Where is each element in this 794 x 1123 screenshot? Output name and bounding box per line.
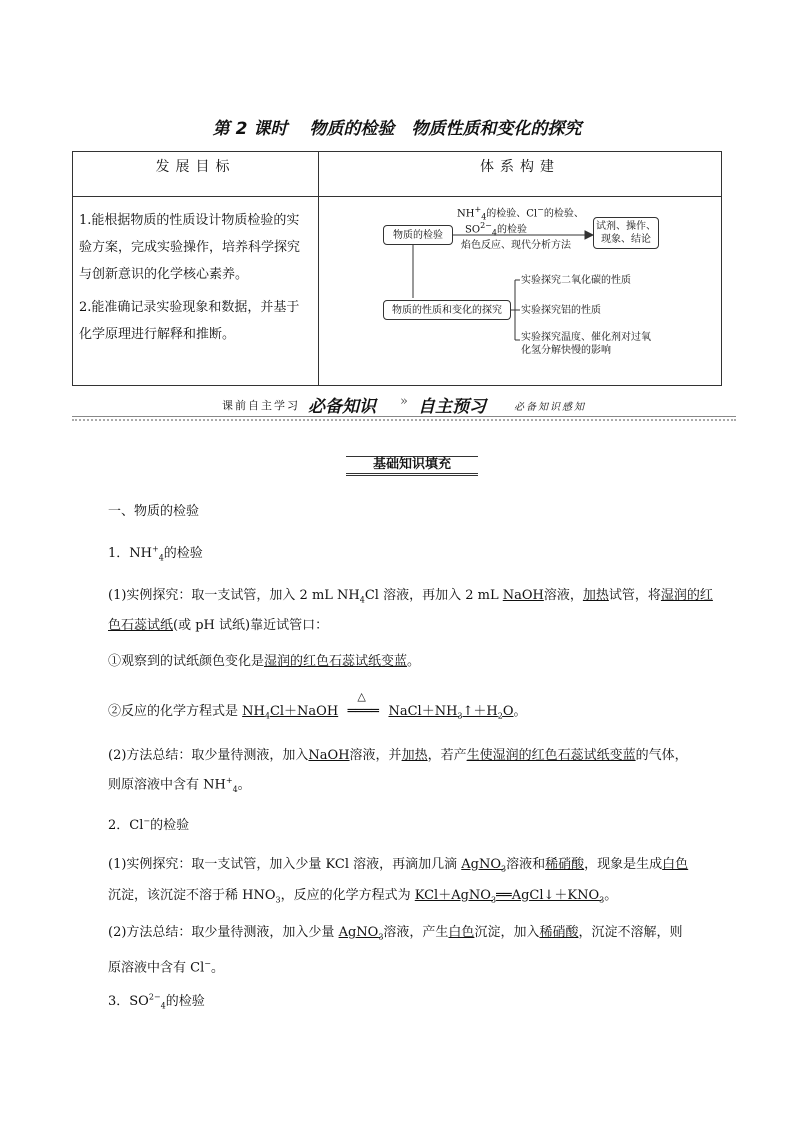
paragraph-equation-nh4: ②反应的化学方程式是 $NH_4Cl+NaOH$ △ ════ $NaCl+NH_3↑+H_2O$。 [108,690,527,721]
experiment-h2o2: 实验探究温度、催化剂对过氧化氢分解快慢的影响 [521,332,651,356]
paragraph-cl-experiment: (1)实例探究：取一支试管，加入少量 KCl 溶液，再滴加几滴 AgNO$_3$溶液和稀硝酸，现象是生成白色 沉淀，该沉淀不溶于稀 $HNO_3$，反应的化学方程式为 $KCl+AgNO_3══AgCl↓+KNO_3$。 [108,857,689,905]
heading-detection: 一、物质的检验 [108,504,200,519]
goals-header: 发展目标 [73,152,319,197]
label-so4: $SO^{2-}_4$的检验 [465,221,527,238]
paragraph-cl-method: (2)方法总结：取少量待测液，加入少量 AgNO$_3$溶液，产生白色沉淀，加入稀硝酸，沉淀不溶解，则 原溶液中含有 Cl−。 [108,925,683,975]
concept-diagram [319,197,721,385]
experiment-co2: 实验探究二氧化碳的性质 [521,275,631,286]
node-explore: 物质的性质和变化的探究 [383,300,511,320]
banner-left: 课前自主学习 [222,399,300,412]
label-nh4: $NH^+_4$的检验、Cl−的检验、 [457,205,584,222]
banner-separator-icon: » [400,394,408,409]
heading-so4: 3．$SO^{2-}_4$的检验 [108,992,205,1011]
experiment-aluminum: 实验探究铝的性质 [521,305,601,316]
lesson-topic: 物质的检验 物质性质和变化的探究 [309,119,582,139]
section-title: 基础知识填充 [346,456,478,476]
heat-equals-icon: △ ════ [347,690,379,719]
framework-header: 体系构建 [319,152,722,197]
paragraph-nh4-method: (2)方法总结：取少量待测液，加入NaOH溶液，并加热，若产生使湿润的红色石蕊试纸变蓝的气体， 则原溶液中含有 $NH^+_4$。 [108,748,688,794]
banner-main-2: 自主预习 [418,397,486,417]
lesson-number: 第 2 课时 [212,119,288,139]
banner-main-1: 必备知识 [308,397,376,417]
section-banner [72,392,736,416]
goal-list [73,197,318,348]
node-detect: 物质的检验 [383,225,453,245]
heading-cl: 2．Cl−的检验 [108,816,190,833]
label-flame: 焰色反应、现代分析方法 [461,240,571,251]
goals-table [72,151,722,386]
paragraph-color-change: ①观察到的试纸颜色变化是湿润的红色石蕊试纸变蓝。 [108,654,421,669]
node-result: 试剂、操作、现象、结论 [593,217,659,249]
goal-item: 2.能准确记录实验现象和数据，并基于化学原理进行解释和推断。 [79,300,300,342]
banner-right: 必备知识感知 [514,402,586,413]
page-title [0,114,794,139]
paragraph-nh4-experiment: (1)实例探究：取一支试管，加入 2 mL $NH_4Cl$ 溶液，再加入 2 mL NaOH溶液，加热试管，将湿润的红 色石蕊试纸(或 pH 试纸)靠近试管口： [108,588,713,633]
goal-item: 1.能根据物质的性质设计物质检验的实验方案，完成实验操作，培养科学探究与创新意识的化学核心素养。 [79,213,301,282]
heading-nh4: 1．$NH^+_4$的检验 [108,544,203,563]
